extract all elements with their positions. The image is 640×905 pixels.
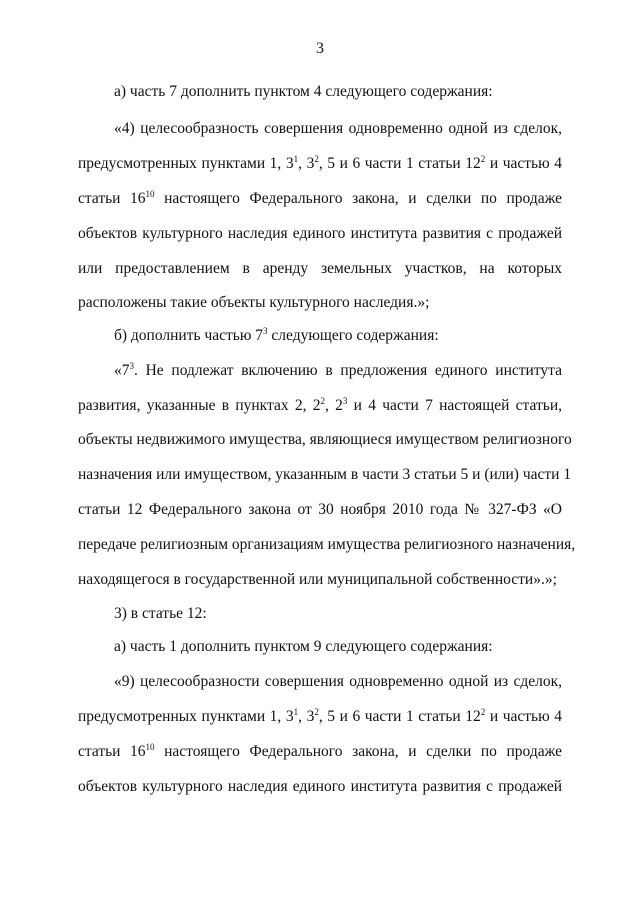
superscript: 2: [314, 154, 319, 164]
text-line: [78, 500, 562, 520]
text-segment: настоящего Федерального закона, и сделки по продаже: [154, 190, 562, 207]
text-line: [78, 430, 572, 450]
superscript: 3: [263, 326, 268, 336]
text-segment: а) часть 7 дополнить пунктом 4 следующего содержания:: [114, 83, 493, 100]
text-segment: следующего содержания:: [267, 327, 439, 344]
text-segment: объектов культурного наследия единого института развития с продажей: [78, 225, 562, 242]
text-segment: , 5 и 6 части 1 статьи 12: [318, 155, 481, 172]
text-line: [78, 154, 562, 174]
text-segment: а) часть 1 дополнить пунктом 9 следующего содержания:: [114, 638, 493, 655]
text-line: [78, 707, 562, 727]
text-segment: статьи 12 Федерального закона от 30 ноября 2010 года № 327-ФЗ «О: [78, 501, 562, 518]
text-line: [78, 224, 562, 244]
text-segment: , 3: [298, 708, 315, 725]
text-line: [114, 361, 562, 381]
text-line: [114, 604, 562, 624]
superscript: 2: [480, 154, 486, 164]
text-line: [114, 82, 562, 102]
superscript: 3: [342, 396, 348, 406]
superscript: 1: [293, 154, 299, 164]
text-segment: «7: [114, 362, 130, 379]
text-line: [78, 465, 572, 485]
superscript: 3: [129, 361, 134, 371]
text-line: [78, 189, 562, 209]
text-segment: и частью 4: [485, 708, 562, 725]
text-line: [78, 777, 562, 797]
text-segment: и частью 4: [485, 155, 562, 172]
text-segment: , 3: [298, 155, 315, 172]
text-segment: расположены такие объекты культурного наследия.»;: [78, 294, 430, 311]
superscript: 10: [145, 189, 155, 199]
superscript: 1: [293, 707, 299, 717]
text-line: [78, 535, 576, 555]
text-segment: или предоставлением в аренду земельных участков, на которых: [78, 260, 562, 277]
superscript: 2: [320, 396, 325, 406]
text-line: [114, 326, 562, 346]
text-line: [78, 742, 562, 762]
superscript: 2: [314, 707, 319, 717]
text-line: [78, 293, 562, 313]
text-line: [78, 259, 562, 279]
text-segment: статьи 16: [78, 190, 146, 207]
page-number: 3: [316, 40, 324, 57]
text-segment: б) дополнить частью 7: [114, 327, 264, 344]
text-segment: предусмотренных пунктами 1, 3: [78, 708, 294, 725]
text-segment: предусмотренных пунктами 1, 3: [78, 155, 294, 172]
superscript: 10: [145, 742, 155, 752]
text-line: [78, 396, 562, 416]
text-segment: и 4 части 7 настоящей статьи,: [347, 397, 563, 414]
text-segment: настоящего Федерального закона, и сделки по продаже: [154, 743, 562, 760]
text-segment: , 5 и 6 части 1 статьи 12: [318, 708, 481, 725]
text-segment: , 2: [325, 397, 343, 414]
text-line: [114, 637, 562, 657]
text-segment: находящегося в государственной или муниципальной собственности».»;: [78, 571, 557, 588]
text-segment: объекты недвижимого имущества, являющиеся имуществом религиозного: [78, 431, 572, 448]
text-segment: объектов культурного наследия единого института развития с продажей: [78, 778, 562, 795]
text-segment: назначения или имуществом, указанным в части 3 статьи 5 и (или) части 1: [78, 466, 572, 483]
text-segment: «9) целесообразности совершения одновременно одной из сделок,: [114, 673, 562, 690]
text-segment: «4) целесообразность совершения одновременно одной из сделок,: [114, 120, 562, 137]
text-segment: передаче религиозным организациям имущества религиозного назначения,: [78, 536, 576, 553]
text-segment: 3) в статье 12:: [114, 605, 207, 622]
text-line: [78, 570, 562, 590]
text-line: [114, 119, 562, 139]
text-segment: развития, указанные в пунктах 2, 2: [78, 397, 321, 414]
text-segment: статьи 16: [78, 743, 146, 760]
text-line: [114, 672, 562, 692]
superscript: 2: [480, 707, 486, 717]
text-segment: . Не подлежат включению в предложения единого института: [134, 362, 562, 379]
